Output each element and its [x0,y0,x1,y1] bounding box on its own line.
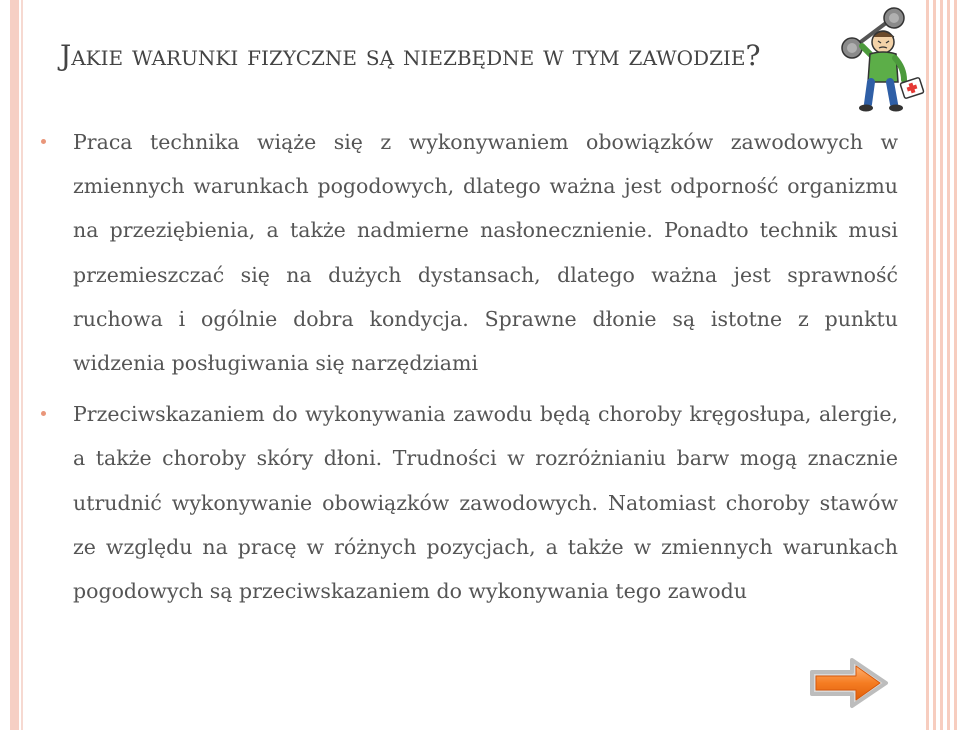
left-decorative-bar [10,0,19,730]
bullet-text: Praca technika wiąże się z wykonywaniem obowiązków zawodowych w zmiennych warunkach pogodowych, dlatego ważna jest odporność organizmu na przeziębienia, a także nadmierne nasłonecznienie. Ponadto technik musi przemieszczać się na dużych dystansach, dlatego ważna jest sprawność ruchowa i ogólnie dobra kondycja. Sprawne dłonie są istotne z punktu widzenia posługiwania się narzędziami [73,130,898,376]
bullet-list [73,120,898,613]
bullet-text: Przeciwskazaniem do wykonywania zawodu będą choroby kręgosłupa, alergie, a także choroby skóry dłoni. Trudności w rozróżnianiu barw mogą znacznie utrudnić wykonywanie obowiązków zawodowych. Natomiast choroby stawów ze względu na pracę w różnych pozycjach, a także w zmiennych warunkach pogodowych są przeciwskazaniem do wykonywania tego zawodu [73,402,898,604]
bullet-dot-icon [41,411,46,416]
slide-title: Jakie warunki fizyczne są niezbędne w tym zawodzie? [60,39,761,72]
next-slide-arrow-icon[interactable] [806,654,892,712]
right-decorative-stripes [926,0,960,730]
worker-with-dumbbell-icon [838,6,928,114]
bullet-dot-icon [41,139,46,144]
left-decorative-line [21,0,23,730]
bullet-item [73,120,898,385]
bullet-item [73,392,898,613]
